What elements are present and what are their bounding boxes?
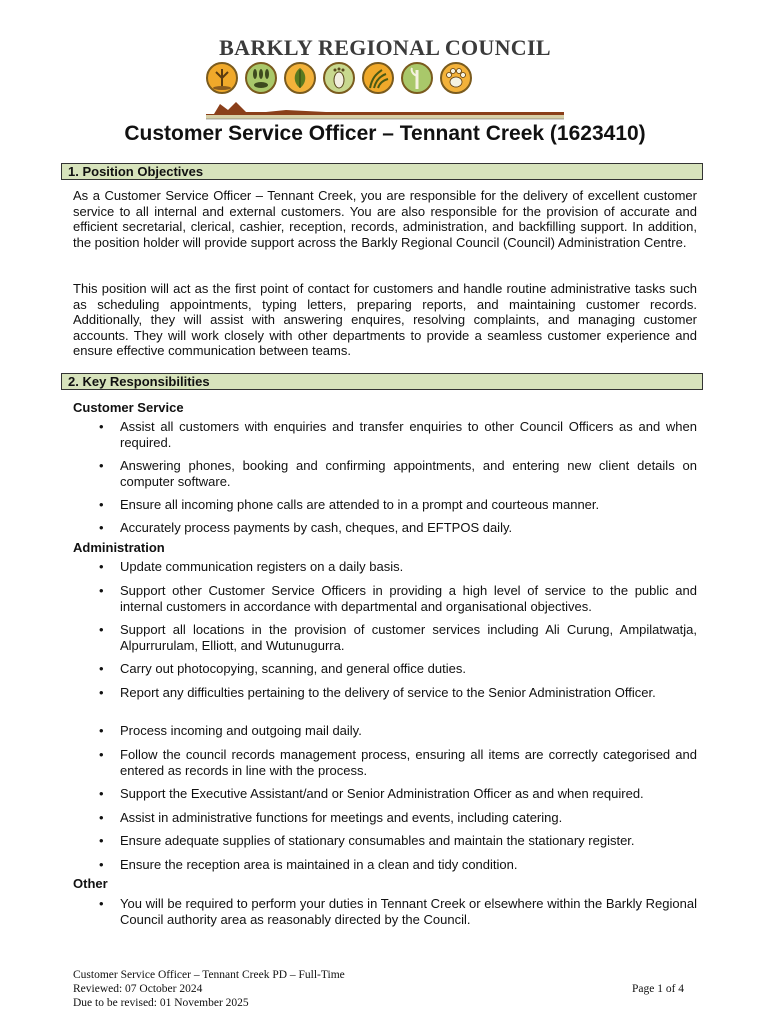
list-item: • Support other Customer Service Officers in providing a high level of service to the public and internal customers in accordance with departmental and organisational objectives. (99, 583, 697, 614)
paw-icon (440, 62, 472, 94)
footer-reviewed-date: Reviewed: 07 October 2024 (73, 983, 203, 995)
list-item: • Assist in administrative functions for meetings and events, including catering. (99, 810, 563, 825)
subheading-other: Other (73, 876, 108, 891)
list-item: • Answering phones, booking and confirming appointments, and entering new client details on computer software. (99, 458, 697, 489)
footer-page-number: Page 1 of 4 (632, 983, 685, 995)
footer-doc-name: Customer Service Officer – Tennant Creek PD – Full-Time (73, 969, 345, 981)
list-item: • Report any difficulties pertaining to the delivery of service to the Senior Administration Officer. (99, 685, 656, 700)
landscape-graphic (206, 98, 564, 120)
list-item: • Support all locations in the provision of customer services including Ali Curung, Ampilatwatja, Alpurrurulam, Elliott, and Wutunugurra. (99, 622, 697, 653)
logo-icon-row (206, 62, 570, 94)
list-item: • You will be required to perform your duties in Tennant Creek or elsewhere within the Barkly Regional Council authority area as reasonably directed by the Council. (99, 896, 697, 927)
list-item: • Carry out photocopying, scanning, and general office duties. (99, 661, 466, 676)
council-logo (200, 36, 570, 124)
footer-document-info (73, 968, 345, 1010)
section-heading-position-objectives: 1. Position Objectives (61, 163, 703, 180)
council-name: BARKLY REGIONAL COUNCIL (219, 35, 551, 60)
document-title: Customer Service Officer – Tennant Creek (1623410) (124, 122, 646, 145)
list-item: • Accurately process payments by cash, cheques, and EFTPOS daily. (99, 520, 513, 535)
list-item: • Assist all customers with enquiries and transfer enquiries to other Council Officers as and when required. (99, 419, 697, 450)
footer-revision-date: Due to be revised: 01 November 2025 (73, 997, 249, 1009)
list-item: • Process incoming and outgoing mail daily. (99, 723, 362, 738)
plant-icon (401, 62, 433, 94)
list-item: • Ensure all incoming phone calls are attended to in a prompt and courteous manner. (99, 497, 600, 512)
seeds-icon (245, 62, 277, 94)
list-item: • Update communication registers on a daily basis. (99, 559, 404, 574)
footprint-icon (323, 62, 355, 94)
subheading-customer-service: Customer Service (73, 400, 184, 415)
list-item: • Ensure adequate supplies of stationary consumables and maintain the stationary register. (99, 833, 635, 848)
objectives-paragraph-1: As a Customer Service Officer – Tennant Creek, you are responsible for the delivery of excellent customer service to all internal and external customers. You are also responsible for the provision of accurate and efficient secretarial, clerical, cashier, reception, records, administration, and backfilling support. In addition, the position holder will provide support across the Barkly Regional Council (Council) Administration Centre. (73, 188, 697, 250)
list-item: • Ensure the reception area is maintained in a clean and tidy condition. (99, 857, 518, 872)
leaf-icon (284, 62, 316, 94)
tree-icon (206, 62, 238, 94)
grass-icon (362, 62, 394, 94)
list-item: • Support the Executive Assistant/and or Senior Administration Officer as and when required. (99, 786, 644, 801)
list-item: • Follow the council records management process, ensuring all items are correctly categorised and entered as records in line with the process. (99, 747, 697, 778)
subheading-administration: Administration (73, 540, 165, 555)
objectives-paragraph-2: This position will act as the first point of contact for customers and handle routine administrative tasks such as scheduling appointments, typing letters, preparing reports, and maintaining customer records. Additionally, they will assist with answering enquires, resolving complaints, and managing customer accounts. They will work closely with other departments to provide a seamless customer experience and ensure effective communication between teams. (73, 281, 697, 358)
section-heading-key-responsibilities: 2. Key Responsibilities (61, 373, 703, 390)
